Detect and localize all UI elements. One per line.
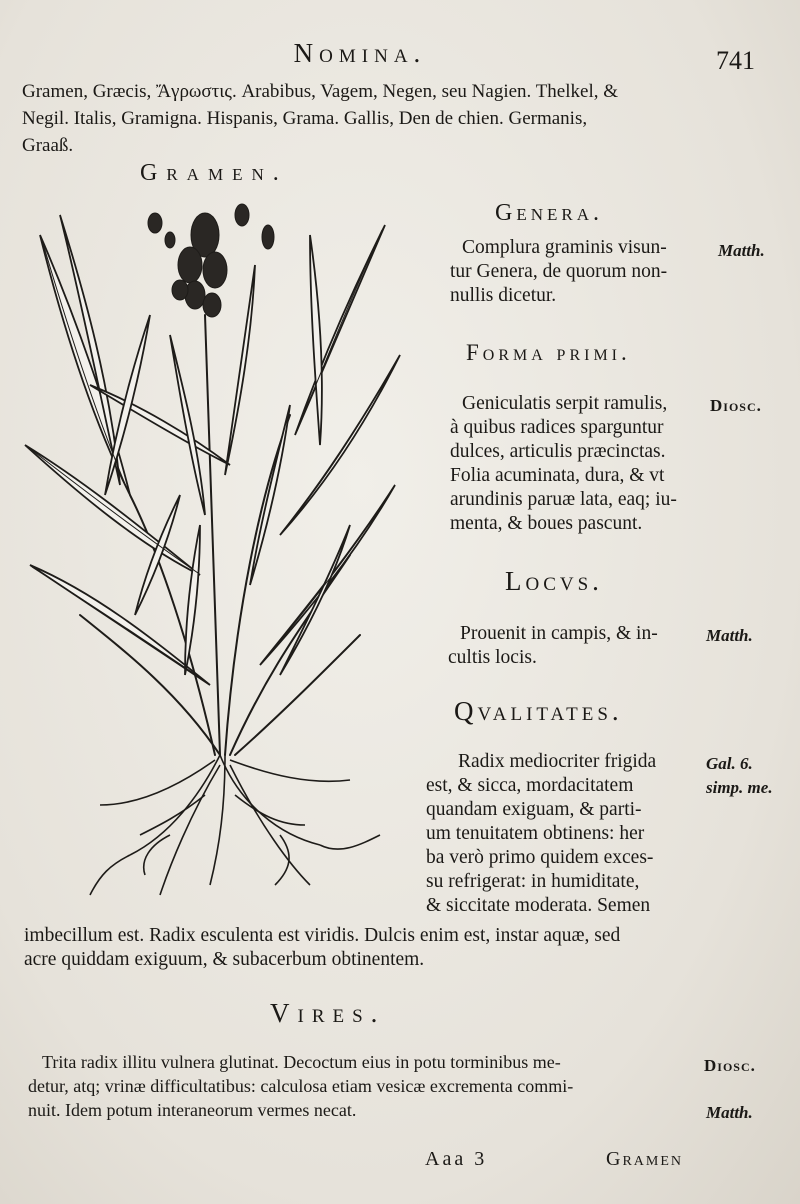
page-heading: Nomina. (293, 38, 427, 68)
genera-margin-note: Matth. (718, 241, 765, 260)
genera-heading: Genera. (495, 200, 603, 226)
qualitates-heading: Qvalitates. (454, 696, 623, 726)
qualitates-text (426, 750, 657, 918)
forma-margin-note: Diosc. (710, 396, 762, 415)
names-line-3: Graaß. (22, 135, 74, 156)
forma-line-1: Geniculatis serpit ramulis, (462, 393, 668, 414)
qualitates-line-4: um tenuitatem obtinens: her (426, 823, 645, 844)
qualitates-line-7: & siccitate moderata. Semen (426, 895, 651, 916)
locus-margin-note: Matth. (706, 626, 753, 645)
names-line-2: Negil. Italis, Gramigna. Hispanis, Grama. Gallis, Den de chien. Germanis, (22, 108, 588, 129)
qualitates-line-6: su refrigerat: in humiditate, (426, 871, 640, 892)
vires-margin-note-1: Diosc. (704, 1056, 756, 1075)
genera-line-2: tur Genera, de quorum non- (450, 261, 668, 282)
qualitates-line-3: quandam exiguam, & parti- (426, 799, 642, 820)
qualitates-full-line-2: acre quiddam exiguum, & subacerbum obtinentem. (24, 949, 425, 970)
vires-line-1: Trita radix illitu vulnera glutinat. Decoctum eius in potu torminibus me- (42, 1052, 561, 1072)
locus-line-2: cultis locis. (448, 647, 537, 668)
forma-line-2: à quibus radices sparguntur (450, 417, 664, 438)
qualitates-line-2: est, & sicca, mordacitatem (426, 775, 634, 796)
grass-plant-illustration (20, 195, 420, 915)
genera-line-3: nullis dicetur. (450, 285, 557, 306)
vires-line-3: nuit. Idem potum interaneorum vermes necat. (28, 1100, 357, 1120)
vires-text (28, 1050, 574, 1122)
names-line-1: Gramen, Græcis, Ἄγρωστις. Arabibus, Vagem, Negen, seu Nagien. Thelkel, & (22, 81, 619, 102)
page-number: 741 (716, 46, 755, 75)
forma-line-6: menta, & boues pascunt. (450, 513, 643, 534)
qualitates-line-1: Radix mediocriter frigida (458, 751, 657, 772)
qualitates-margin-note-1: Gal. 6. (706, 754, 753, 773)
figure-caption: Gramen. (140, 160, 288, 186)
vires-heading: Vires. (270, 998, 386, 1028)
forma-line-5: arundinis paruæ lata, eaq; iu- (450, 489, 677, 510)
locus-heading: Locvs. (505, 566, 603, 596)
names-paragraph (22, 78, 782, 159)
vires-line-2: detur, atq; vrinæ difficultatibus: calculosa etiam vesicæ excrementa commi- (28, 1076, 574, 1096)
forma-line-3: dulces, articulis præcinctas. (450, 441, 666, 462)
genera-text (450, 236, 668, 308)
locus-line-1: Prouenit in campis, & in- (460, 623, 658, 644)
qualitates-margin-note-2: simp. me. (706, 778, 773, 797)
forma-line-4: Folia acuminata, dura, & vt (450, 465, 665, 486)
forma-text (450, 392, 677, 536)
vires-margin-note-2: Matth. (706, 1103, 753, 1122)
qualitates-full-text (24, 924, 620, 972)
catchword: Gramen (606, 1148, 684, 1170)
locus-text (448, 622, 658, 670)
genera-line-1: Complura graminis visun- (462, 237, 667, 258)
qualitates-full-line-1: imbecillum est. Radix esculenta est viridis. Dulcis enim est, instar aquæ, sed (24, 925, 621, 946)
forma-heading: Forma primi. (466, 340, 631, 365)
signature-mark: Aaa 3 (425, 1148, 488, 1170)
qualitates-line-5: ba verò primo quidem exces- (426, 847, 654, 868)
